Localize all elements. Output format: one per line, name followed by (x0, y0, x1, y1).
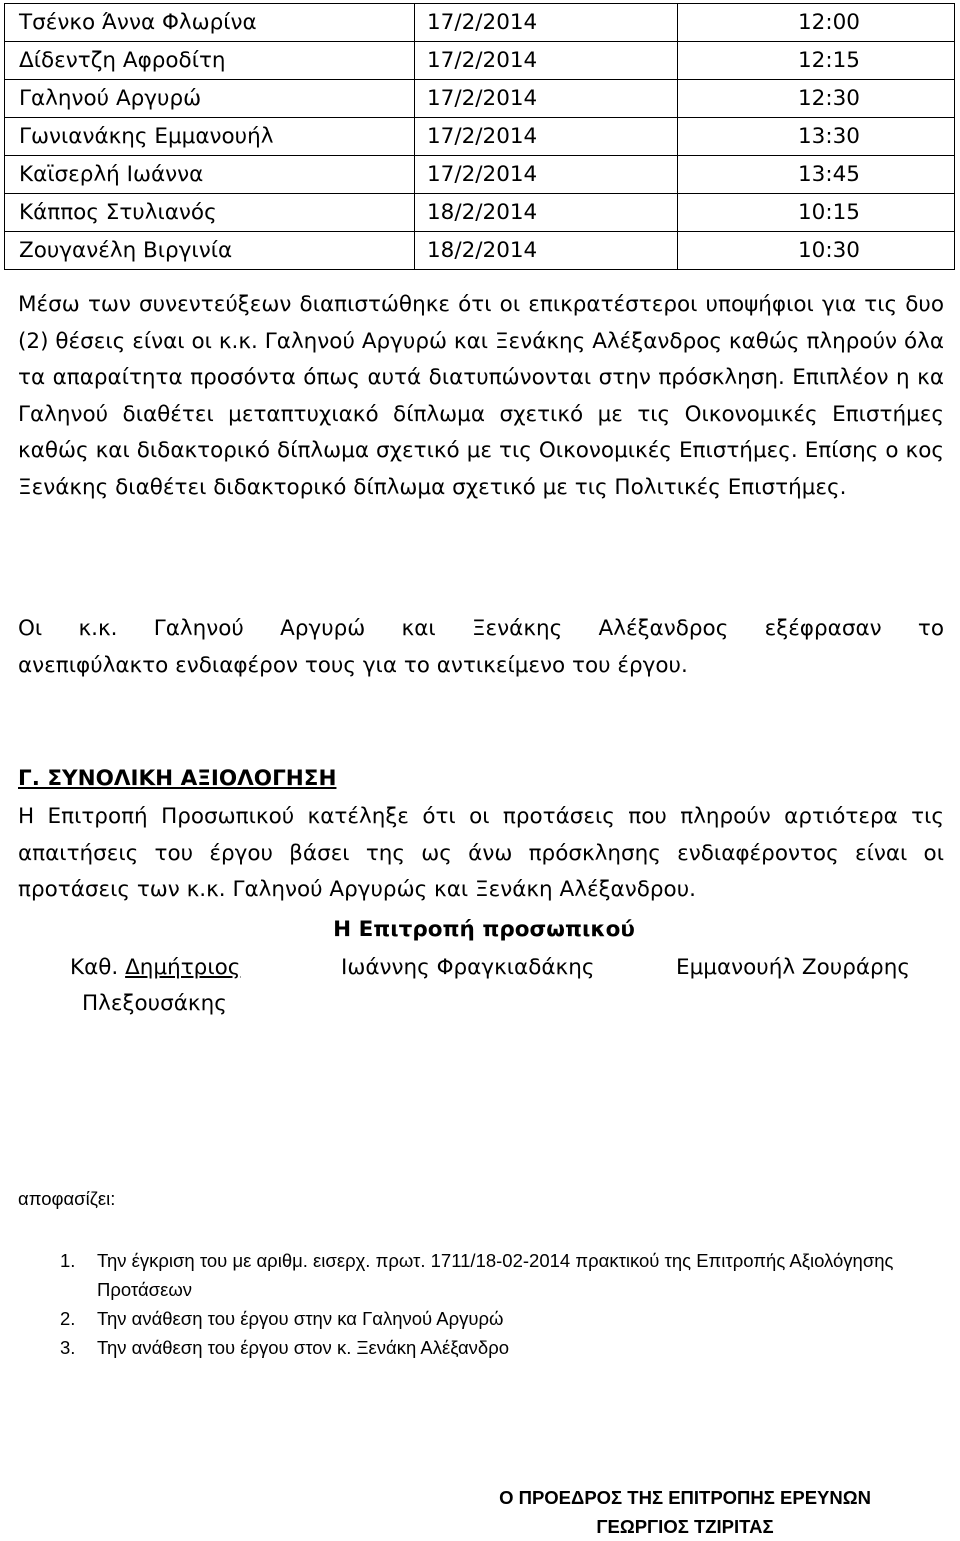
interview-time: 13:30 (678, 118, 955, 156)
table-row (5, 80, 955, 118)
interview-date: 17/2/2014 (415, 156, 678, 194)
signatory-2: Ιωάννης Φραγκιαδάκης (341, 955, 595, 980)
candidate-name: Γαληνού Αργυρώ (5, 80, 415, 118)
committee-title: Η Επιτροπή προσωπικού (333, 917, 635, 942)
interview-date: 18/2/2014 (415, 194, 678, 232)
interview-time: 12:00 (678, 4, 955, 42)
list-item-number: 1. (60, 1250, 76, 1271)
interviews-paragraph: Μέσω των συνεντεύξεων διαπιστώθηκε ότι οι επικρατέστεροι υποψήφιοι για τις δυο (2) θέσεις είναι οι κ.κ. Γαληνού Αργυρώ και Ξενάκης Αλέξανδρος καθώς πληρούν όλα τα απαραίτητα προσόντα όπως αυτά διατυπώνονται στην πρόσκληση. Επιπλέον η κα Γαληνού διαθέτει μεταπτυχιακό δίπλωμα σχετικό με τις Οικονομικές Επιστήμες καθώς και διδακτορικό δίπλωμα σχετικό με τις Οικονομικές Επιστήμες. Επίσης ο κος Ξενάκης διαθέτει διδακτορικό δίπλωμα σχετικό με τις Πολιτικές Επιστήμες. (18, 292, 944, 500)
candidate-name: Κάππος Στυλιανός (5, 194, 415, 232)
interview-time: 10:15 (678, 194, 955, 232)
candidate-name: Δίδεντζη Αφροδίτη (5, 42, 415, 80)
interest-paragraph (18, 611, 944, 684)
interview-time: 12:15 (678, 42, 955, 80)
table-row (5, 4, 955, 42)
interview-time: 13:45 (678, 156, 955, 194)
list-item-number: 2. (60, 1308, 76, 1329)
table-row (5, 118, 955, 156)
interest-line-1: Οι κ.κ. Γαληνού Αργυρώ και Ξενάκης Αλέξανδρος εξέφρασαν το (18, 616, 944, 641)
signatory-1-last-name: Πλεξουσάκης (82, 991, 227, 1016)
signatory-1-prefix: Καθ. (70, 955, 126, 980)
evaluation-paragraph: Η Επιτροπή Προσωπικού κατέληξε ότι οι προτάσεις που πληρούν αρτιότερα τις απαιτήσεις του έργου βάσει της ως άνω πρόσκλησης ενδιαφέροντος είναι οι προτάσεις των κ.κ. Γαληνού Αργυρώς και Ξενάκη Αλέξανδρου. (18, 804, 944, 902)
interview-date: 18/2/2014 (415, 232, 678, 270)
signatory-3: Εμμανουήλ Ζουράρης (676, 955, 910, 980)
decision-label: αποφασίζει: (18, 1188, 116, 1209)
list-item (60, 1246, 950, 1304)
candidate-name: Γωνιανάκης Εμμανουήλ (5, 118, 415, 156)
list-item (60, 1333, 950, 1362)
interview-time: 10:30 (678, 232, 955, 270)
president-name: ΓΕΩΡΓΙΟΣ ΤΖΙΡΙΤΑΣ (596, 1516, 774, 1537)
interview-schedule-table (4, 3, 955, 270)
president-signature (480, 1483, 890, 1541)
list-item (60, 1304, 950, 1333)
table-row (5, 194, 955, 232)
interview-date: 17/2/2014 (415, 80, 678, 118)
section-title: Γ. ΣΥΝΟΛΙΚΗ ΑΞΙΟΛΟΓΗΣΗ (18, 766, 337, 791)
table-row (5, 156, 955, 194)
list-item-text: Την έγκριση του με αριθμ. εισερχ. πρωτ. 1711/18-02-2014 πρακτικού της Επιτροπής Αξιολόγησης Προτάσεων (97, 1250, 894, 1300)
candidate-name: Καϊσερλή Ιωάννα (5, 156, 415, 194)
signatory-1 (70, 950, 240, 986)
interest-line-2: ανεπιφύλακτο ενδιαφέρον τους για το αντικείμενο του έργου. (18, 652, 688, 678)
decision-list (60, 1246, 950, 1362)
candidate-name: Τσένκο Άννα Φλωρίνα (5, 4, 415, 42)
interview-date: 17/2/2014 (415, 4, 678, 42)
candidate-name: Ζουγανέλη Βιργινία (5, 232, 415, 270)
interview-time: 12:30 (678, 80, 955, 118)
president-title: Ο ΠΡΟΕΔΡΟΣ ΤΗΣ ΕΠΙΤΡΟΠΗΣ ΕΡΕΥΝΩΝ (499, 1487, 871, 1508)
table-row (5, 232, 955, 270)
signatory-1-first-name: Δημήτριος (125, 955, 241, 980)
list-item-text: Την ανάθεση του έργου στον κ. Ξενάκη Αλέξανδρο (97, 1337, 510, 1358)
list-item-number: 3. (60, 1337, 76, 1358)
interview-date: 17/2/2014 (415, 42, 678, 80)
table-row (5, 42, 955, 80)
interview-date: 17/2/2014 (415, 118, 678, 156)
list-item-text: Την ανάθεση του έργου στην κα Γαληνού Αργυρώ (97, 1308, 504, 1329)
